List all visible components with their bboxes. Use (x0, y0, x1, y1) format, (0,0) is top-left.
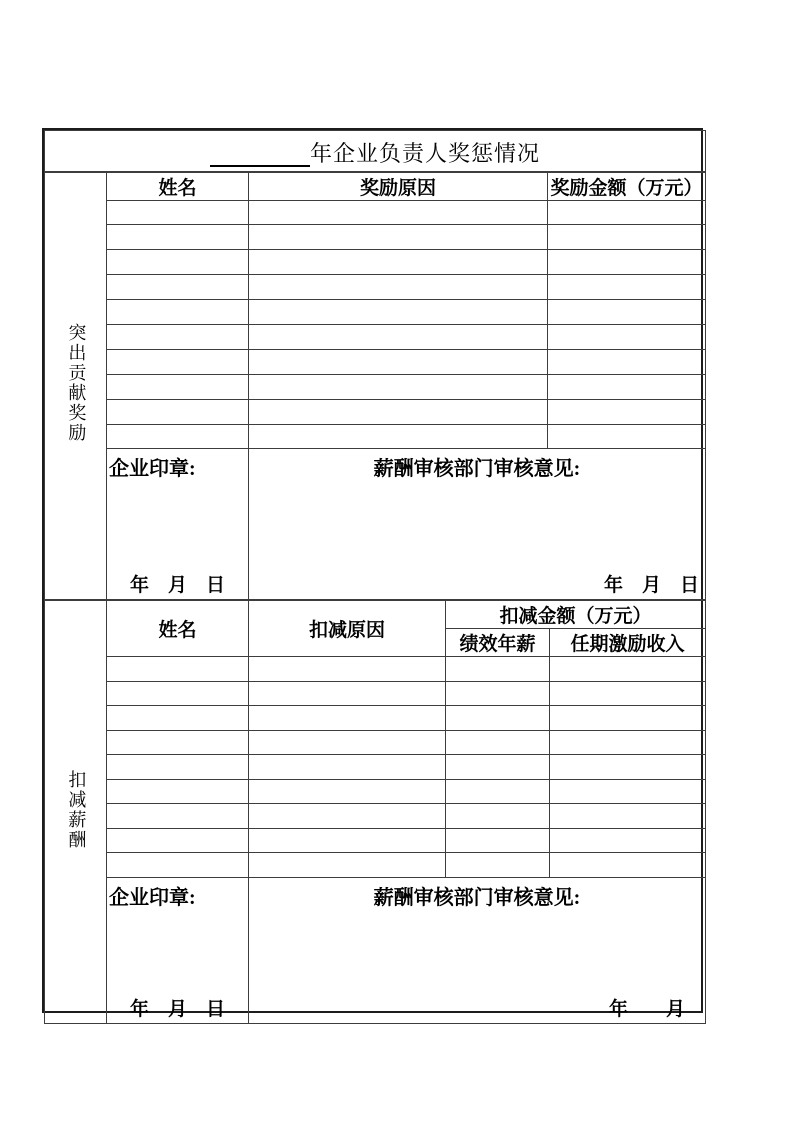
award-amount-cell (548, 300, 706, 325)
award-amount-cell (548, 250, 706, 275)
title-row (45, 131, 706, 172)
award-empty-row (45, 399, 706, 424)
deduction-tenure-cell (550, 755, 706, 780)
deduction-reason-cell (249, 828, 446, 853)
deduction-name-cell (107, 706, 249, 731)
deduction-empty-row (45, 657, 706, 682)
deduction-reason-cell (249, 681, 446, 706)
award-reason-cell (249, 200, 548, 225)
deduction-name-cell (107, 779, 249, 804)
deduction-name-cell (107, 755, 249, 780)
deduction-performance-cell (446, 730, 550, 755)
deduction-empty-row (45, 755, 706, 780)
deduction-empty-row (45, 681, 706, 706)
deduction-name-cell (107, 681, 249, 706)
deduction-section-table (44, 600, 706, 1024)
award-empty-row (45, 324, 706, 349)
award-col-name: 姓名 (107, 172, 249, 201)
award-seal-cell (107, 449, 249, 600)
deduction-empty-row (45, 828, 706, 853)
deduction-tenure-cell (550, 706, 706, 731)
award-amount-cell (548, 349, 706, 374)
award-amount-cell (548, 324, 706, 349)
award-seal-label: 企业印章: (109, 458, 196, 481)
deduction-reason-cell (249, 706, 446, 731)
award-col-amount: 奖励金额（万元） (548, 172, 706, 201)
award-opinion-label: 薪酬审核部门审核意见: (373, 458, 581, 481)
deduction-empty-row (45, 730, 706, 755)
form-title (45, 131, 706, 172)
deduction-tenure-cell (550, 853, 706, 878)
award-reason-cell (249, 424, 548, 449)
award-amount-cell (548, 399, 706, 424)
deduction-name-cell (107, 657, 249, 682)
award-empty-row (45, 374, 706, 399)
award-name-cell (107, 300, 249, 325)
award-section-table (44, 130, 706, 600)
award-seal-row (45, 449, 706, 600)
award-empty-row (45, 424, 706, 449)
deduction-performance-cell (446, 706, 550, 731)
deduction-col-reason: 扣减原因 (249, 601, 446, 657)
award-reason-cell (249, 250, 548, 275)
deduction-performance-cell (446, 828, 550, 853)
deduction-performance-cell (446, 853, 550, 878)
award-reason-cell (249, 374, 548, 399)
deduction-name-cell (107, 804, 249, 829)
deduction-header-row-1 (45, 601, 706, 629)
award-name-cell (107, 200, 249, 225)
award-col-reason: 奖励原因 (249, 172, 548, 201)
deduction-tenure-cell (550, 730, 706, 755)
deduction-empty-row (45, 706, 706, 731)
deduction-side-label-cell (45, 601, 107, 1024)
deduction-tenure-cell (550, 779, 706, 804)
award-empty-row (45, 200, 706, 225)
award-amount-cell (548, 374, 706, 399)
award-empty-row (45, 275, 706, 300)
award-empty-row (45, 349, 706, 374)
deduction-side-label: 扣减薪酬 (66, 769, 87, 850)
deduction-name-cell (107, 853, 249, 878)
award-name-cell (107, 424, 249, 449)
deduction-tenure-cell (550, 804, 706, 829)
award-amount-cell (548, 424, 706, 449)
award-empty-row (45, 250, 706, 275)
deduction-name-cell (107, 828, 249, 853)
deduction-performance-cell (446, 755, 550, 780)
deduction-performance-cell (446, 681, 550, 706)
award-reason-cell (249, 300, 548, 325)
title-blank-line (210, 143, 310, 167)
deduction-empty-row (45, 853, 706, 878)
deduction-empty-row (45, 804, 706, 829)
deduction-tenure-cell (550, 657, 706, 682)
award-reason-cell (249, 399, 548, 424)
deduction-reason-cell (249, 755, 446, 780)
deduction-name-cell (107, 730, 249, 755)
award-reason-cell (249, 324, 548, 349)
award-side-label: 突出贡献奖励 (66, 323, 87, 444)
deduction-reason-cell (249, 804, 446, 829)
award-opinion-cell (249, 449, 706, 600)
deduction-reason-cell (249, 730, 446, 755)
deduction-performance-cell (446, 657, 550, 682)
award-name-cell (107, 225, 249, 250)
deduction-col-amount-group: 扣减金额（万元） (446, 601, 706, 629)
deduction-tenure-cell (550, 681, 706, 706)
award-empty-row (45, 225, 706, 250)
award-name-cell (107, 399, 249, 424)
deduction-col-name: 姓名 (107, 601, 249, 657)
award-empty-row (45, 300, 706, 325)
award-name-cell (107, 275, 249, 300)
award-amount-cell (548, 275, 706, 300)
deduction-performance-cell (446, 779, 550, 804)
deduction-reason-cell (249, 657, 446, 682)
deduction-col-performance: 绩效年薪 (446, 629, 550, 657)
award-reason-cell (249, 225, 548, 250)
award-opinion-date: 年 月 日 (604, 575, 700, 597)
deduction-opinion-cell (249, 877, 706, 1023)
award-reason-cell (249, 275, 548, 300)
award-header-row (45, 172, 706, 201)
form-title-text: 年企业负责人奖惩情况 (310, 140, 541, 166)
rewards-punishments-form (42, 128, 703, 1020)
award-name-cell (107, 250, 249, 275)
deduction-seal-cell (107, 877, 249, 1023)
award-name-cell (107, 349, 249, 374)
award-side-label-cell (45, 172, 107, 600)
deduction-reason-cell (249, 853, 446, 878)
deduction-performance-cell (446, 804, 550, 829)
deduction-seal-date: 年 月 日 (129, 998, 225, 1020)
deduction-seal-row (45, 877, 706, 1023)
deduction-seal-label: 企业印章: (109, 886, 196, 909)
award-name-cell (107, 324, 249, 349)
deduction-empty-row (45, 779, 706, 804)
award-amount-cell (548, 200, 706, 225)
award-name-cell (107, 374, 249, 399)
deduction-col-tenure-incentive: 任期激励收入 (550, 629, 706, 657)
award-reason-cell (249, 349, 548, 374)
deduction-opinion-label: 薪酬审核部门审核意见: (373, 886, 581, 909)
award-amount-cell (548, 225, 706, 250)
deduction-tenure-cell (550, 828, 706, 853)
deduction-opinion-date: 年 月 (609, 998, 686, 1020)
award-seal-date: 年 月 日 (129, 575, 225, 597)
deduction-reason-cell (249, 779, 446, 804)
